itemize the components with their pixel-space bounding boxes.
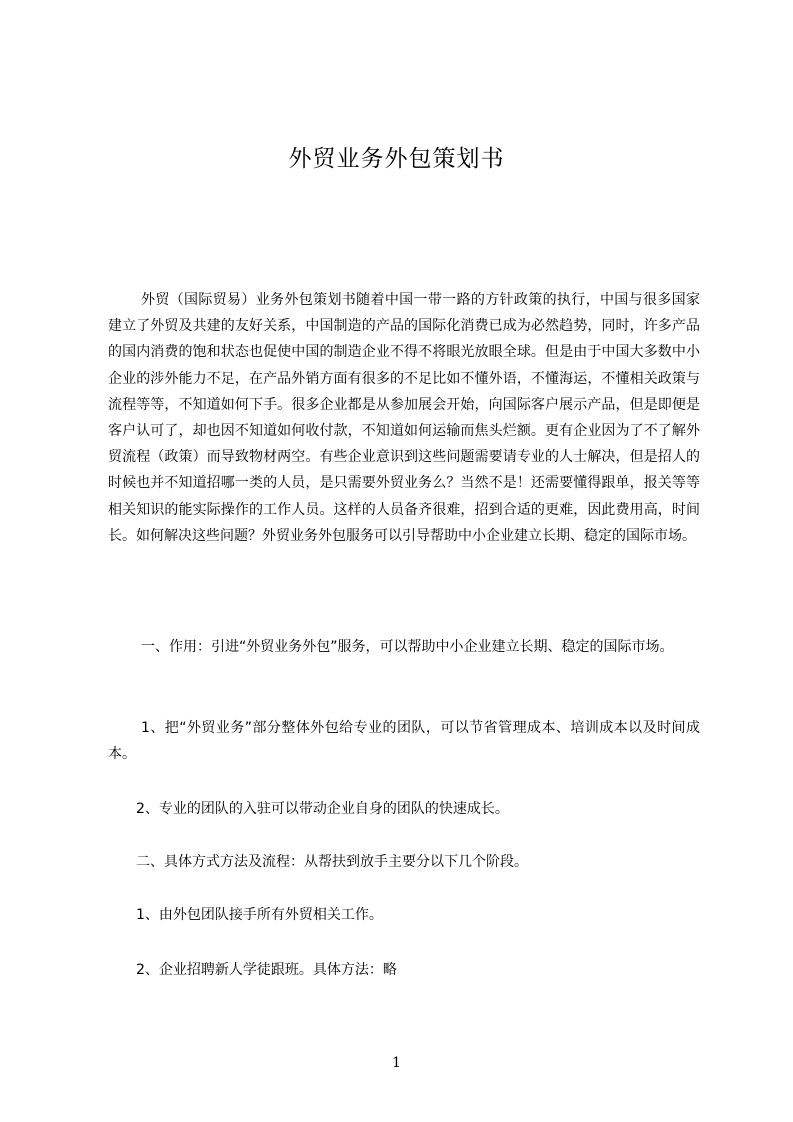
page-number: 1	[392, 1055, 401, 1071]
section-one-paragraph: 一、作用：引进“外贸业务外包”服务，可以帮助中小企业建立长期、稳定的国际市场。	[141, 639, 674, 655]
section-one-item-2: 2、专业的团队的入驻可以带动企业自身的团队的快速成长。	[136, 801, 509, 817]
section-two-item-2: 2、企业招聘新人学徒跟班。具体方法：略	[136, 962, 397, 978]
section-two-heading: 二、具体方式方法及流程：从帮扶到放手主要分以下几个阶段。	[136, 854, 528, 870]
section-two-item-1: 1、由外包团队接手所有外贸相关工作。	[136, 907, 383, 923]
intro-paragraph: 外贸（国际贸易）业务外包策划书随着中国一带一路的方针政策的执行，中国与很多国家建立了外贸及共建的友好关系，中国制造的产品的国际化消费已成为必然趋势，同时，许多产品的国内消费的饱和状态也促使中国的制造企业不得不将眼光放眼全球。但是由于中国大多数中小企业的涉外能力不足，在产品外销方面有很多的不足比如不懂外语，不懂海运，不懂相关政策与流程等等，不知道如何下手。很多企业都是从参加展会开始，向国际客户展示产品，但是即便是客户认可了，却也因不知道如何收付款，不知道如何运输而焦头烂额。更有企业因为了不了解外贸流程（政策）而导致物材两空。有些企业意识到这些问题需要请专业的人士解决，但是招人的时候也并不知道招哪一类的人员，是只需要外贸业务么？当然不是！还需要懂得跟单，报关等等相关知识的能实际操作的工作人员。这样的人员备齐很难，招到合适的更难，因此费用高，时间长。如何解决这些问题？外贸业务外包服务可以引导帮助中小企业建立长期、稳定的国际市场。	[108, 292, 700, 544]
section-one-item-1: 1、把“外贸业务”部分整体外包给专业的团队，可以节省管理成本、培训成本以及时间成本。	[108, 720, 700, 763]
document-title: 外贸业务外包策划书	[288, 146, 505, 172]
